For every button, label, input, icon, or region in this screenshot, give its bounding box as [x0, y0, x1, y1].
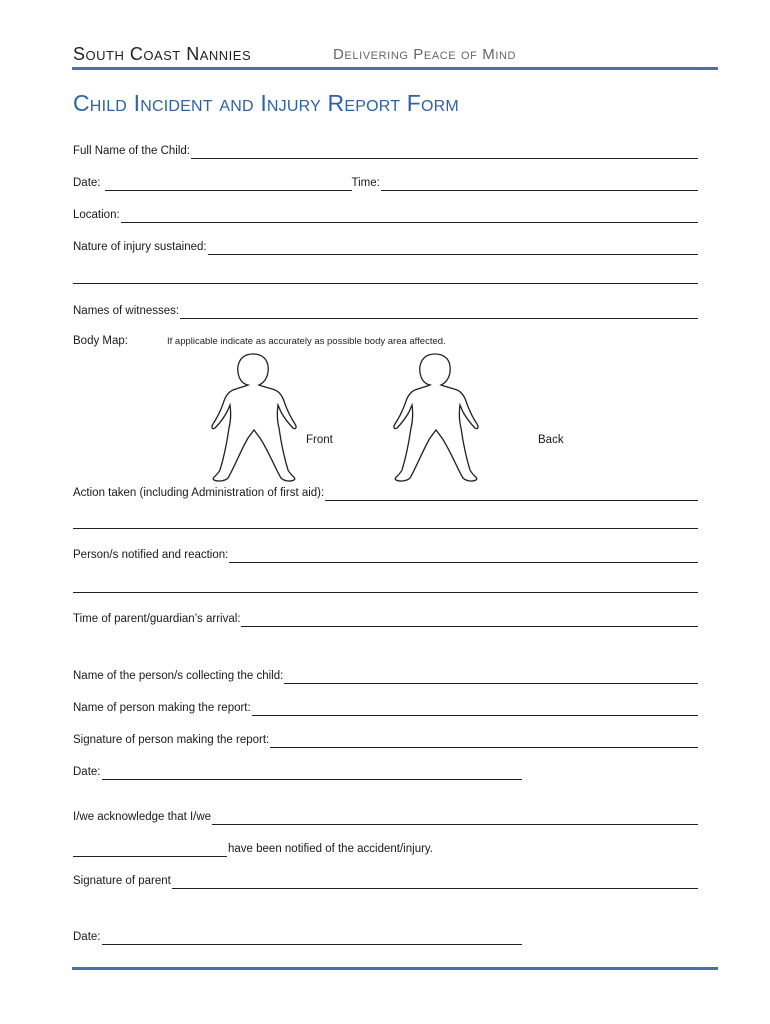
collector-label: Name of the person/s collecting the child: — [73, 670, 284, 682]
action-field[interactable] — [73, 481, 698, 501]
witnesses-label: Names of witnesses: — [73, 305, 180, 317]
nature-blank[interactable] — [208, 253, 698, 255]
nature-label: Nature of injury sustained: — [73, 241, 207, 253]
back-label: Back — [538, 434, 564, 446]
collector-field[interactable] — [73, 664, 698, 684]
arrival-field[interactable] — [73, 607, 698, 627]
notified-blank[interactable] — [229, 561, 698, 563]
notified-statement: have been notified of the accident/injury. — [228, 843, 434, 855]
full-name-field[interactable] — [73, 139, 698, 159]
reporter-signature-label: Signature of person making the report: — [73, 734, 270, 746]
footer-rule — [72, 967, 718, 970]
reporter-signature-field[interactable] — [73, 728, 698, 748]
parent-date-label: Date: — [73, 931, 101, 943]
time-blank[interactable] — [381, 189, 698, 191]
acknowledge-label: I/we acknowledge that I/we — [73, 811, 212, 823]
arrival-blank[interactable] — [241, 625, 698, 627]
nature-blank-2[interactable] — [73, 283, 698, 284]
witnesses-blank[interactable] — [180, 317, 698, 319]
notified-statement-row — [73, 837, 698, 857]
notified-blank-2[interactable] — [73, 592, 698, 593]
reporter-name-blank[interactable] — [252, 714, 698, 716]
body-front-figure[interactable] — [208, 352, 300, 484]
time-label: Time: — [351, 177, 380, 189]
action-label: Action taken (including Administration of first aid): — [73, 487, 325, 499]
body-back-figure[interactable] — [390, 352, 482, 484]
body-map-note: If applicable indicate as accurately as possible body area affected. — [167, 336, 446, 347]
acknowledge-field[interactable] — [73, 805, 698, 825]
location-field[interactable] — [73, 203, 698, 223]
reporter-name-label: Name of person making the report: — [73, 702, 251, 714]
form-title: Child Incident and Injury Report Form — [73, 90, 459, 116]
reporter-name-field[interactable] — [73, 696, 698, 716]
full-name-label: Full Name of the Child: — [73, 145, 190, 157]
organization-name: South Coast Nannies — [73, 44, 252, 64]
tagline: Delivering Peace of Mind — [333, 46, 517, 63]
action-blank-2[interactable] — [73, 528, 698, 529]
report-date-label: Date: — [73, 766, 101, 778]
parent-date-field[interactable] — [73, 925, 522, 945]
parent-date-blank[interactable] — [102, 943, 523, 945]
acknowledge-blank[interactable] — [212, 823, 698, 825]
report-date-blank[interactable] — [102, 778, 523, 780]
notified-label: Person/s notified and reaction: — [73, 549, 229, 561]
date-time-row — [73, 171, 698, 191]
reporter-signature-blank[interactable] — [270, 746, 698, 748]
acknowledge-blank-2[interactable] — [73, 855, 227, 857]
date-label: Date: — [73, 177, 101, 189]
parent-signature-label: Signature of parent — [73, 875, 171, 887]
action-blank[interactable] — [325, 499, 698, 501]
report-date-field[interactable] — [73, 760, 522, 780]
full-name-blank[interactable] — [191, 157, 698, 159]
notified-field[interactable] — [73, 543, 698, 563]
header-rule — [72, 67, 718, 70]
arrival-label: Time of parent/guardian’s arrival: — [73, 613, 241, 625]
front-label: Front — [306, 434, 333, 446]
witnesses-field[interactable] — [73, 299, 698, 319]
collector-blank[interactable] — [284, 682, 698, 684]
nature-field[interactable] — [73, 235, 698, 255]
parent-signature-field[interactable] — [73, 869, 698, 889]
location-label: Location: — [73, 209, 120, 221]
location-blank[interactable] — [121, 221, 698, 223]
date-blank[interactable] — [105, 189, 352, 191]
parent-signature-blank[interactable] — [172, 887, 698, 889]
body-map-label: Body Map: — [73, 335, 128, 347]
